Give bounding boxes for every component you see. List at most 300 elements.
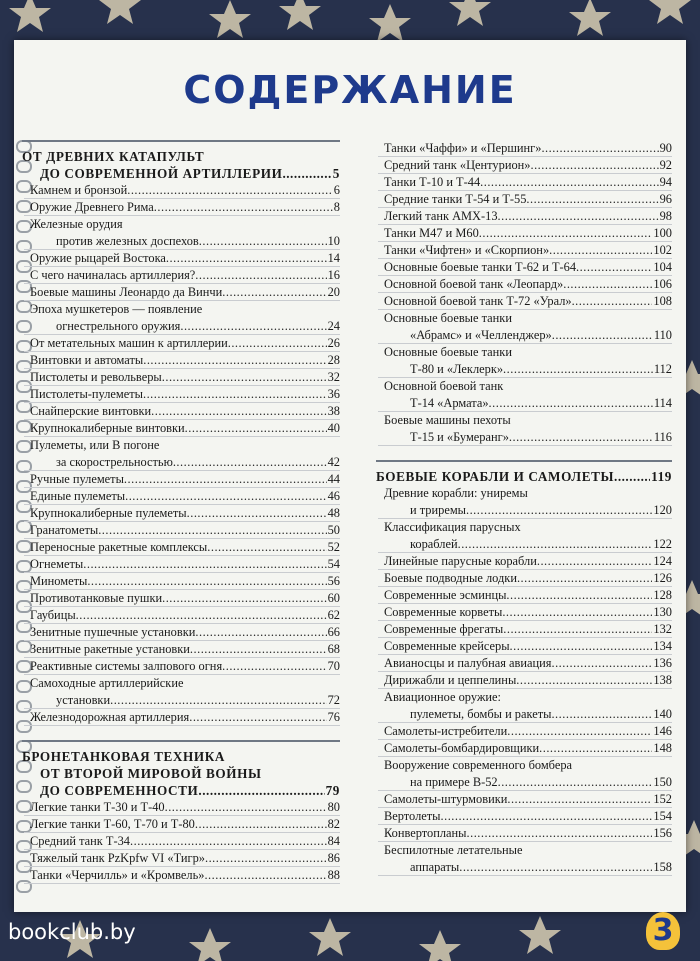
- entry-title-line: кораблей: [410, 537, 458, 551]
- toc-entry[interactable]: [376, 553, 672, 570]
- entry-title-line: Основные боевые танки Т-62 и Т-64: [384, 260, 577, 274]
- entry-title-line: Т-14 «Армата»: [410, 396, 489, 410]
- dot-leader: [458, 536, 653, 553]
- toc-section: [376, 140, 672, 446]
- entry-page-number: 76: [327, 710, 340, 724]
- entry-title-line: Самоходные артиллерийские: [30, 676, 184, 690]
- toc-entry[interactable]: [376, 225, 672, 242]
- entry-title-line: Вооружение современного бомбера: [384, 758, 573, 772]
- toc-entry[interactable]: [22, 658, 340, 675]
- entry-page-number: 110: [653, 328, 672, 342]
- dot-leader: [76, 607, 327, 624]
- entry-title-line: Противотанковые пушки: [30, 591, 163, 605]
- entry-title-line: Пистолеты и револьверы: [30, 370, 162, 384]
- entry-page-number: 48: [327, 506, 340, 520]
- entry-page-number: 126: [653, 571, 672, 585]
- dot-leader: [195, 267, 326, 284]
- toc-entry[interactable]: [376, 621, 672, 638]
- entry-page-number: 104: [653, 260, 672, 274]
- entry-title-line: Гранатометы: [30, 523, 99, 537]
- dot-leader: [537, 553, 653, 570]
- toc-entry[interactable]: [22, 624, 340, 641]
- entry-title-line: Камнем и бронзой: [30, 183, 128, 197]
- entry-title-line: Современные крейсеры: [384, 639, 510, 653]
- toc-entry[interactable]: [22, 284, 340, 301]
- toc-entry[interactable]: [376, 344, 672, 378]
- entry-title-line: Железнодорожная артиллерия: [30, 710, 190, 724]
- entry-page-number: 36: [327, 387, 340, 401]
- entry-page-number: 124: [653, 554, 672, 568]
- toc-entry[interactable]: [376, 293, 672, 310]
- entry-page-number: 68: [327, 642, 340, 656]
- toc-entry[interactable]: [376, 570, 672, 587]
- toc-entry[interactable]: [22, 488, 340, 505]
- dot-leader: [185, 420, 327, 437]
- entry-title-line: Боевые машины Леонардо да Винчи: [30, 285, 223, 299]
- entry-page-number: 112: [653, 362, 672, 376]
- dot-leader: [207, 539, 326, 556]
- dot-leader: [489, 395, 653, 412]
- entry-title-line: Единые пулеметы: [30, 489, 126, 503]
- dot-leader: [125, 488, 327, 505]
- entry-page-number: 98: [659, 209, 672, 223]
- entry-title-line: Танки «Чифтен» и «Скорпион»: [384, 243, 550, 257]
- entry-title-line: Современные корветы: [384, 605, 503, 619]
- toc-entry[interactable]: [376, 825, 672, 842]
- toc-entry[interactable]: [22, 522, 340, 539]
- entry-title-line: Современные фрегаты: [384, 622, 504, 636]
- dot-leader: [162, 590, 327, 607]
- dot-leader: [110, 692, 327, 709]
- entry-page-number: 10: [327, 234, 340, 248]
- dot-leader: [530, 157, 658, 174]
- entry-page-number: 90: [659, 141, 672, 155]
- toc-entry[interactable]: [22, 709, 340, 726]
- toc-section: [22, 740, 340, 884]
- entry-title-line: С чего начиналась артиллерия?: [30, 268, 196, 282]
- entry-page-number: 119: [651, 469, 672, 484]
- toc-entry[interactable]: [376, 174, 672, 191]
- toc-entry[interactable]: [22, 539, 340, 556]
- toc-entry[interactable]: [376, 757, 672, 791]
- dot-leader: [549, 242, 652, 259]
- entry-title-line: Т-15 и «Бумеранг»: [410, 430, 509, 444]
- entry-page-number: 80: [327, 800, 340, 814]
- entry-title-line: Танки «Черчилль» и «Кромвель»: [30, 868, 205, 882]
- section-gap: [22, 726, 340, 740]
- entry-page-number: 60: [327, 591, 340, 605]
- entry-page-number: 20: [327, 285, 340, 299]
- toc-entry[interactable]: [22, 182, 340, 199]
- dot-leader: [195, 816, 327, 833]
- entry-title-line: Эпоха мушкетеров — появление: [30, 302, 203, 316]
- page-number-badge: 3: [646, 912, 680, 950]
- toc-entry[interactable]: [376, 604, 672, 621]
- dot-leader: [83, 556, 326, 573]
- entry-title-line: и триремы: [410, 503, 466, 517]
- entry-title-line: Оружие Древнего Рима: [30, 200, 154, 214]
- dot-leader: [517, 570, 652, 587]
- dot-leader: [576, 259, 652, 276]
- dot-leader: [539, 740, 652, 757]
- entry-title-line: аппараты: [410, 860, 460, 874]
- entry-page-number: 24: [327, 319, 340, 333]
- dot-leader: [510, 638, 653, 655]
- entry-page-number: 86: [327, 851, 340, 865]
- dot-leader: [466, 502, 652, 519]
- entry-page-number: 108: [653, 294, 672, 308]
- entry-page-number: 122: [653, 537, 672, 551]
- dot-leader: [516, 672, 652, 689]
- toc-entry[interactable]: [376, 519, 672, 553]
- entry-title-line: Железные орудия: [30, 217, 123, 231]
- entry-page-number: 138: [653, 673, 672, 687]
- entry-page-number: 16: [327, 268, 340, 282]
- entry-page-number: 156: [653, 826, 672, 840]
- entry-title-line: Основной боевой танк: [384, 379, 504, 393]
- entry-page-number: 44: [327, 472, 340, 486]
- entry-page-number: 114: [653, 396, 672, 410]
- dot-leader: [198, 782, 324, 799]
- toc-entry[interactable]: [376, 276, 672, 293]
- dot-leader: [498, 208, 659, 225]
- entry-page-number: 8: [333, 200, 340, 214]
- toc-section: [22, 140, 340, 726]
- entry-title-line: Легкие танки Т-30 и Т-40: [30, 800, 165, 814]
- entry-title-line: Минометы: [30, 574, 88, 588]
- entry-title-line: Средний танк «Центурион»: [384, 158, 531, 172]
- dot-leader: [498, 774, 653, 791]
- toc-entry[interactable]: [22, 641, 340, 658]
- entry-page-number: 56: [327, 574, 340, 588]
- entry-page-number: 40: [327, 421, 340, 435]
- toc-entry[interactable]: [22, 556, 340, 573]
- toc-entry[interactable]: [376, 791, 672, 808]
- dot-leader: [180, 318, 326, 335]
- dot-leader: [563, 276, 652, 293]
- dot-leader: [551, 655, 652, 672]
- entry-page-number: 134: [653, 639, 672, 653]
- entry-title-line: Крупнокалиберные пулеметы: [30, 506, 187, 520]
- entry-title-line: на примере B-52: [410, 775, 498, 789]
- page-title: СОДЕРЖАНИЕ: [183, 68, 517, 112]
- dot-leader: [189, 709, 326, 726]
- dot-leader: [87, 573, 326, 590]
- entry-title-line: за скорострельностью: [56, 455, 173, 469]
- entry-title-line: Танки Т-10 и Т-44: [384, 175, 481, 189]
- entry-title-line: ОТ ВТОРОЙ МИРОВОЙ ВОЙНЫ: [40, 766, 262, 781]
- dot-leader: [187, 505, 327, 522]
- entry-title-line: установки: [56, 693, 111, 707]
- toc-entry[interactable]: [376, 740, 672, 757]
- entry-title-line: Гаубицы: [30, 608, 76, 622]
- toc-section: [376, 460, 672, 876]
- dot-leader: [479, 225, 653, 242]
- entry-title-line: Классификация парусных: [384, 520, 521, 534]
- toc-entry[interactable]: [22, 675, 340, 709]
- entry-page-number: 28: [327, 353, 340, 367]
- entry-title-line: Боевые подводные лодки: [384, 571, 517, 585]
- entry-page-number: 158: [653, 860, 672, 874]
- entry-title-line: Танки М47 и М60: [384, 226, 479, 240]
- toc-entry[interactable]: [22, 352, 340, 369]
- toc-entry[interactable]: [22, 850, 340, 867]
- entry-page-number: 102: [653, 243, 672, 257]
- entry-title-line: огнестрельного оружия: [56, 319, 181, 333]
- dot-leader: [507, 791, 652, 808]
- toc-entry[interactable]: [376, 638, 672, 655]
- entry-page-number: 136: [653, 656, 672, 670]
- toc-entry[interactable]: [376, 259, 672, 276]
- toc-entry[interactable]: [376, 157, 672, 174]
- toc-entry[interactable]: [22, 386, 340, 403]
- entry-page-number: 152: [653, 792, 672, 806]
- entry-page-number: 14: [327, 251, 340, 265]
- entry-page-number: 50: [327, 523, 340, 537]
- entry-title-line: Конвертопланы: [384, 826, 467, 840]
- entry-title-line: Винтовки и автоматы: [30, 353, 144, 367]
- toc-entry[interactable]: [376, 723, 672, 740]
- dot-leader: [551, 706, 652, 723]
- dot-leader: [441, 808, 653, 825]
- entry-title-line: Современные эсминцы: [384, 588, 507, 602]
- dot-leader: [162, 369, 327, 386]
- toc-entry[interactable]: [22, 573, 340, 590]
- entry-page-number: 38: [327, 404, 340, 418]
- dot-leader: [503, 621, 652, 638]
- toc-entry[interactable]: [22, 607, 340, 624]
- dot-leader: [204, 867, 326, 884]
- dot-leader: [173, 454, 327, 471]
- entry-page-number: 42: [327, 455, 340, 469]
- entry-page-number: 132: [653, 622, 672, 636]
- toc-entry[interactable]: [22, 216, 340, 250]
- entry-title-line: Авиационное оружие:: [384, 690, 501, 704]
- dot-leader: [151, 403, 326, 420]
- toc-entry[interactable]: [376, 672, 672, 689]
- entry-title-line: Боевые машины пехоты: [384, 413, 511, 427]
- dot-leader: [199, 233, 327, 250]
- toc-entry[interactable]: [22, 437, 340, 471]
- toc-entry[interactable]: [22, 590, 340, 607]
- entry-title-line: Основные боевые танки: [384, 311, 512, 325]
- entry-page-number: 88: [327, 868, 340, 882]
- toc-entry[interactable]: [376, 310, 672, 344]
- entry-title-line: Танки «Чаффи» и «Першинг»: [384, 141, 542, 155]
- entry-title-line: Оружие рыцарей Востока: [30, 251, 166, 265]
- toc-entry[interactable]: [376, 140, 672, 157]
- entry-title-line: Вертолеты: [384, 809, 441, 823]
- entry-title-line: Дирижабли и цеппелины: [384, 673, 517, 687]
- dot-leader: [507, 723, 652, 740]
- entry-page-number: 154: [653, 809, 672, 823]
- dot-leader: [222, 284, 326, 301]
- site-watermark: bookclub.by: [8, 920, 136, 944]
- entry-page-number: 82: [327, 817, 340, 831]
- entry-title-line: Средние танки Т-54 и Т-55: [384, 192, 527, 206]
- entry-title-line: Древние корабли: униремы: [384, 486, 528, 500]
- entry-page-number: 116: [653, 430, 672, 444]
- dot-leader: [127, 182, 333, 199]
- dot-leader: [154, 199, 333, 216]
- entry-page-number: 130: [653, 605, 672, 619]
- entry-page-number: 79: [325, 783, 340, 798]
- entry-page-number: 5: [332, 166, 340, 181]
- dot-leader: [195, 624, 326, 641]
- entry-title-line: ДО СОВРЕМЕННОСТИ: [40, 783, 199, 798]
- entry-page-number: 100: [653, 226, 672, 240]
- entry-title-line: Легкие танки Т-60, Т-70 и Т-80: [30, 817, 195, 831]
- entry-page-number: 84: [327, 834, 340, 848]
- dot-leader: [166, 250, 327, 267]
- entry-title-line: Пистолеты-пулеметы: [30, 387, 143, 401]
- entry-page-number: 62: [327, 608, 340, 622]
- dot-leader: [98, 522, 326, 539]
- entry-title-line: Беспилотные летательные: [384, 843, 523, 857]
- toc-entry[interactable]: [376, 655, 672, 672]
- toc-entry[interactable]: [22, 267, 340, 284]
- entry-page-number: 146: [653, 724, 672, 738]
- entry-page-number: 72: [327, 693, 340, 707]
- entry-page-number: 94: [659, 175, 672, 189]
- dot-leader: [509, 429, 653, 446]
- toc-entry[interactable]: [22, 301, 340, 335]
- entry-page-number: 66: [327, 625, 340, 639]
- toc-entry[interactable]: [22, 199, 340, 216]
- dot-leader: [190, 641, 327, 658]
- entry-title-line: Тяжелый танк PzKpfw VI «Тигр»: [30, 851, 205, 865]
- entry-title-line: Авианосцы и палубная авиация: [384, 656, 552, 670]
- toc-entry[interactable]: [22, 369, 340, 386]
- toc-entry[interactable]: [22, 833, 340, 850]
- entry-page-number: 96: [659, 192, 672, 206]
- entry-page-number: 120: [653, 503, 672, 517]
- entry-title-line: «Абрамс» и «Челленджер»: [410, 328, 552, 342]
- toc-entry[interactable]: [376, 412, 672, 446]
- dot-leader: [480, 174, 658, 191]
- dot-leader: [467, 825, 653, 842]
- entry-title-line: Основной боевой танк «Леопард»: [384, 277, 564, 291]
- toc-entry[interactable]: [22, 335, 340, 352]
- toc-entry[interactable]: [376, 587, 672, 604]
- toc-entry[interactable]: [376, 378, 672, 412]
- toc-entry[interactable]: [376, 242, 672, 259]
- toc-entry[interactable]: [22, 471, 340, 488]
- entry-title-line: БОЕВЫЕ КОРАБЛИ И САМОЛЕТЫ: [376, 469, 615, 484]
- entry-page-number: 148: [653, 741, 672, 755]
- entry-page-number: 128: [653, 588, 672, 602]
- toc-entry[interactable]: [22, 250, 340, 267]
- dot-leader: [124, 471, 327, 488]
- entry-title-line: Легкий танк AMX-13: [384, 209, 498, 223]
- dot-leader: [165, 799, 327, 816]
- entry-title-line: ОТ ДРЕВНИХ КАТАПУЛЬТ: [22, 149, 205, 164]
- dot-leader: [130, 833, 327, 850]
- entry-page-number: 6: [333, 183, 340, 197]
- toc-entry[interactable]: [22, 505, 340, 522]
- entry-page-number: 52: [327, 540, 340, 554]
- entry-page-number: 92: [659, 158, 672, 172]
- dot-leader: [503, 361, 653, 378]
- entry-page-number: 32: [327, 370, 340, 384]
- toc-entry[interactable]: [376, 485, 672, 519]
- dot-leader: [502, 604, 652, 621]
- section-heading[interactable]: [376, 468, 672, 485]
- entry-title-line: Самолеты-истребители: [384, 724, 508, 738]
- entry-title-line: Линейные парусные корабли: [384, 554, 537, 568]
- left-column: [22, 140, 340, 884]
- entry-title-line: Самолеты-штурмовики: [384, 792, 508, 806]
- dot-leader: [459, 859, 652, 876]
- toc-entry[interactable]: [22, 420, 340, 437]
- entry-title-line: ДО СОВРЕМЕННОЙ АРТИЛЛЕРИИ: [40, 166, 283, 181]
- dot-leader: [282, 165, 331, 182]
- section-heading[interactable]: [22, 148, 340, 182]
- toc-entry[interactable]: [22, 799, 340, 816]
- entry-title-line: против железных доспехов: [56, 234, 199, 248]
- entry-title-line: Т-80 и «Леклерк»: [410, 362, 504, 376]
- dot-leader: [572, 293, 653, 310]
- dot-leader: [526, 191, 658, 208]
- entry-title-line: пулеметы, бомбы и ракеты: [410, 707, 552, 721]
- toc-entry[interactable]: [376, 689, 672, 723]
- dot-leader: [222, 658, 326, 675]
- dot-leader: [205, 850, 327, 867]
- entry-title-line: Ручные пулеметы: [30, 472, 124, 486]
- entry-title-line: Реактивные системы залпового огня: [30, 659, 223, 673]
- entry-page-number: 150: [653, 775, 672, 789]
- entry-page-number: 54: [327, 557, 340, 571]
- toc-entry[interactable]: [376, 191, 672, 208]
- entry-title-line: Снайперские винтовки: [30, 404, 152, 418]
- dot-leader: [506, 587, 652, 604]
- section-gap: [376, 446, 672, 460]
- entry-title-line: Самолеты-бомбардировщики: [384, 741, 540, 755]
- entry-title-line: Огнеметы: [30, 557, 84, 571]
- entry-page-number: 106: [653, 277, 672, 291]
- dot-leader: [552, 327, 653, 344]
- entry-title-line: Крупнокалиберные винтовки: [30, 421, 185, 435]
- entry-title-line: От метательных машин к артиллерии: [30, 336, 228, 350]
- entry-page-number: 46: [327, 489, 340, 503]
- dot-leader: [228, 335, 327, 352]
- entry-title-line: БРОНЕТАНКОВАЯ ТЕХНИКА: [22, 749, 226, 764]
- entry-page-number: 140: [653, 707, 672, 721]
- toc-entry[interactable]: [22, 867, 340, 884]
- entry-title-line: Средний танк Т-34: [30, 834, 130, 848]
- toc-entry[interactable]: [376, 842, 672, 876]
- entry-title-line: Зенитные ракетные установки: [30, 642, 190, 656]
- entry-page-number: 70: [327, 659, 340, 673]
- entry-page-number: 26: [327, 336, 340, 350]
- dot-leader: [541, 140, 658, 157]
- dot-leader: [614, 468, 650, 485]
- toc-entry[interactable]: [376, 808, 672, 825]
- entry-title-line: Основной боевой танк Т-72 «Урал»: [384, 294, 572, 308]
- right-column: [376, 140, 672, 876]
- toc-entry[interactable]: [376, 208, 672, 225]
- section-heading[interactable]: [22, 748, 340, 799]
- entry-title-line: Пулеметы, или В погоне: [30, 438, 160, 452]
- entry-title-line: Переносные ракетные комплексы: [30, 540, 208, 554]
- toc-entry[interactable]: [22, 403, 340, 420]
- entry-title-line: Основные боевые танки: [384, 345, 512, 359]
- toc-entry[interactable]: [22, 816, 340, 833]
- dot-leader: [143, 352, 326, 369]
- dot-leader: [143, 386, 327, 403]
- contents-page: [14, 40, 686, 912]
- entry-title-line: Зенитные пушечные установки: [30, 625, 196, 639]
